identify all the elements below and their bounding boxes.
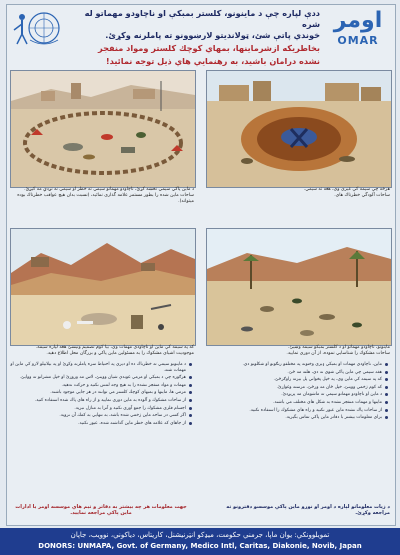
list-item-text: مرمي ها، ماينها و بمبهاي كوچك كلستر مي توانند در هر جايي موجود باشند.	[50, 390, 186, 396]
illustration-marked-minefield	[10, 70, 196, 188]
list-item	[206, 377, 388, 383]
list-item-text: اگر كسي در ساحه ماين زخمي شده باشد، به تنهايي به كمك آن نرويد.	[59, 413, 186, 419]
list-item-text: هرګوره چې د بمبكي او مرمي غوندې شيان ووينئ، لاس مه وروړئ او خپل مشرانو ته ووايئ.	[19, 375, 186, 381]
caption-mid-left	[10, 345, 194, 357]
list-item-text: ماينها و مهمات منفجر نشده به شكل هاي مختلف مي باشند.	[273, 399, 382, 405]
bullet-icon	[385, 363, 388, 366]
bullet-icon	[189, 384, 192, 387]
caption-mid-right-pashto: ماينونو، ناچاودو مهماتو او د كلستر بمبكو سيمه وښيئ.	[288, 345, 390, 350]
list-item	[206, 415, 388, 421]
list-item	[10, 398, 192, 404]
bullet-icon	[189, 363, 192, 366]
caption-mid-right-dari: ساحات مشكوك را شناسايي نموده، از آن دوري نماييد.	[286, 351, 390, 356]
omar-brand	[326, 8, 390, 47]
pashto-title-line-2: خوندي پاتې شئ، ټولانديتو لارښوونو ته پاملرنه وكړئ.	[105, 30, 320, 40]
list-item-text: از جاهاي كه علامه هاي خطر ماين گذاشته شده، عبور نكنيد.	[78, 420, 186, 426]
bullet-icon	[189, 407, 192, 410]
bullet-icon	[189, 391, 192, 394]
footer-contact-pashto: د زيات معلوماتو لپاره د اومر او نورو ماين پاكي موسسو دفترونو ته مراجعه وكړئ.	[226, 504, 390, 516]
list-item-text: براي معلومات بيشتر با دفاتر ماين پاكي تماس بگيريد.	[285, 415, 382, 421]
list-item	[10, 375, 192, 381]
bullet-icon	[385, 401, 388, 404]
list-item	[206, 385, 388, 391]
list-item-text: كه كوم زخمي ووينئ، خپل ځان مه ورځئ، مرسته وغواړئ.	[276, 384, 382, 390]
bullet-icon	[189, 399, 192, 402]
safety-list-left	[10, 362, 192, 428]
caption-mid-left-pashto: كه په سيمه كې ماين او ناچاودي مهمات وي، بيا كوم تصميم ونيسئ هغه لپاره سيمه.	[35, 345, 194, 350]
list-item	[206, 370, 388, 376]
poster-title	[70, 8, 320, 67]
caption-mid-left-dari: موجوديت اشياي مشكوك را به مسئولين ماين پاكي و بزرگان محل اطلاع دهيد.	[46, 351, 194, 356]
donors-native: تمويلوونكي: يوان ماپا، جرمني حكومت، ميډكو انټرنيشنل، كاريتاس، دياكوني، نوويب، جاپان	[70, 531, 330, 539]
dari-title-line-1: بخاطريكه ازشرماينها، بمهاي كوچك كلستر ومواد منفجر	[97, 43, 320, 53]
list-item-text: ماين، ناچاودي مهمات او بمبكي ډيري وختونه په مختلفو رنګونو او شكلونو دي.	[242, 362, 382, 367]
list-item	[10, 413, 192, 419]
caption-top-right	[206, 187, 390, 199]
list-item-text: هغه سيمي چې ماين پاكي شوي نه دي، هلته مه ځئ.	[287, 369, 382, 375]
safety-list-right	[206, 362, 388, 423]
caption-mid-right	[206, 345, 390, 357]
list-item-text: كه په سيمه كې ماين وي، په خپل پخواني پل بيرته راوګرځئ.	[273, 377, 382, 383]
list-item	[206, 408, 388, 414]
bullet-icon	[385, 416, 388, 419]
bullet-icon	[189, 414, 192, 417]
list-item	[206, 392, 388, 398]
list-item-text: اجسام فلزي مشكوك را جمع آوري نكنيد و آنرا به منازل نبريد.	[74, 405, 186, 411]
bullet-icon	[385, 393, 388, 396]
donors-latin: DONORS: UNMAPA, Govt. of Germany, Medico Intl, Caritas, Diakonie, Novib, Japan	[38, 542, 362, 550]
list-item	[206, 400, 388, 406]
bullet-icon	[189, 422, 192, 425]
list-item-text: از ساحات مشكوك و آلوده به ماين دوري نماييد و از راه هاي پاك شده استفاده كنيد.	[34, 397, 186, 403]
list-item-text: د ماين او ناچاودو مهماتو سيمې ته ماشومان مه پريږدئ.	[281, 392, 382, 398]
bullet-icon	[385, 409, 388, 412]
bullet-icon	[385, 378, 388, 381]
dari-title-line-2: نشده درامان باشيد، به رهنمايي هاي ذيل توجه نمائيد!	[105, 56, 320, 66]
caption-top-right-dari: ساحات آلودگي خطرناك هاي.	[334, 193, 390, 198]
caption-top-left	[10, 187, 194, 205]
list-item	[10, 383, 192, 389]
illustration-scattered-munitions	[206, 228, 392, 346]
donor-bar	[0, 528, 400, 555]
brand-latin-name: OMAR	[337, 34, 379, 47]
bullet-icon	[189, 376, 192, 379]
list-item	[10, 421, 192, 427]
pashto-title-line-1: ددې لپاره چې د ماينونو، كلستر بمبكې او ناچاودو مهماتو له شره	[84, 8, 320, 29]
un-emblem-logo	[10, 8, 62, 48]
list-item	[10, 406, 192, 412]
caption-top-right-pashto: هرڅه چې سيمه كې غيري وي، هغه ته سيمي.	[303, 187, 390, 192]
caption-top-left-pashto: د ماين پاکي سيمي نخښه كړئ، ناچاودو مهماتو سيمي ته خطر او سيمي نه نږدې مه كيږئ.	[24, 187, 194, 192]
list-item-text: مهمات و مواد منفجر نشده را به هيچ وجه لمس نكنيد و حركت ندهيد.	[61, 382, 186, 388]
list-item-text: از ساحات پاك نشده ماين عبور نكنيد و راه هاي مشكوك را استفاده نكنيد.	[249, 407, 382, 413]
bullet-icon	[385, 386, 388, 389]
illustration-hills-remains	[10, 228, 196, 346]
list-item	[206, 362, 388, 368]
list-item-text: د ماينونو سيمي ته خطرناك ده او ديري په احتياط سره پاملرنه وكړئ او په بيلابيلو لارو كې ماين او مهمات شته.	[10, 362, 186, 373]
list-item	[10, 390, 192, 396]
list-item	[10, 362, 192, 373]
brand-native-name: اومر	[333, 8, 383, 33]
footer-contact-dari: جهت معلومات هر چه بيشتر به دفاتر و تيم هاي موسسه اومر يا ادارات ماين پاكي مراجعه نماييد.	[15, 504, 187, 516]
bullet-icon	[385, 371, 388, 374]
caption-top-left-dari: ساحات ماين شده را بطور مستمر علامه گذاري نمائيد، (نسبت بدان هيچ عواقب خطرناك بوده ميتواند).	[17, 193, 194, 204]
illustration-crater-village	[206, 70, 392, 188]
